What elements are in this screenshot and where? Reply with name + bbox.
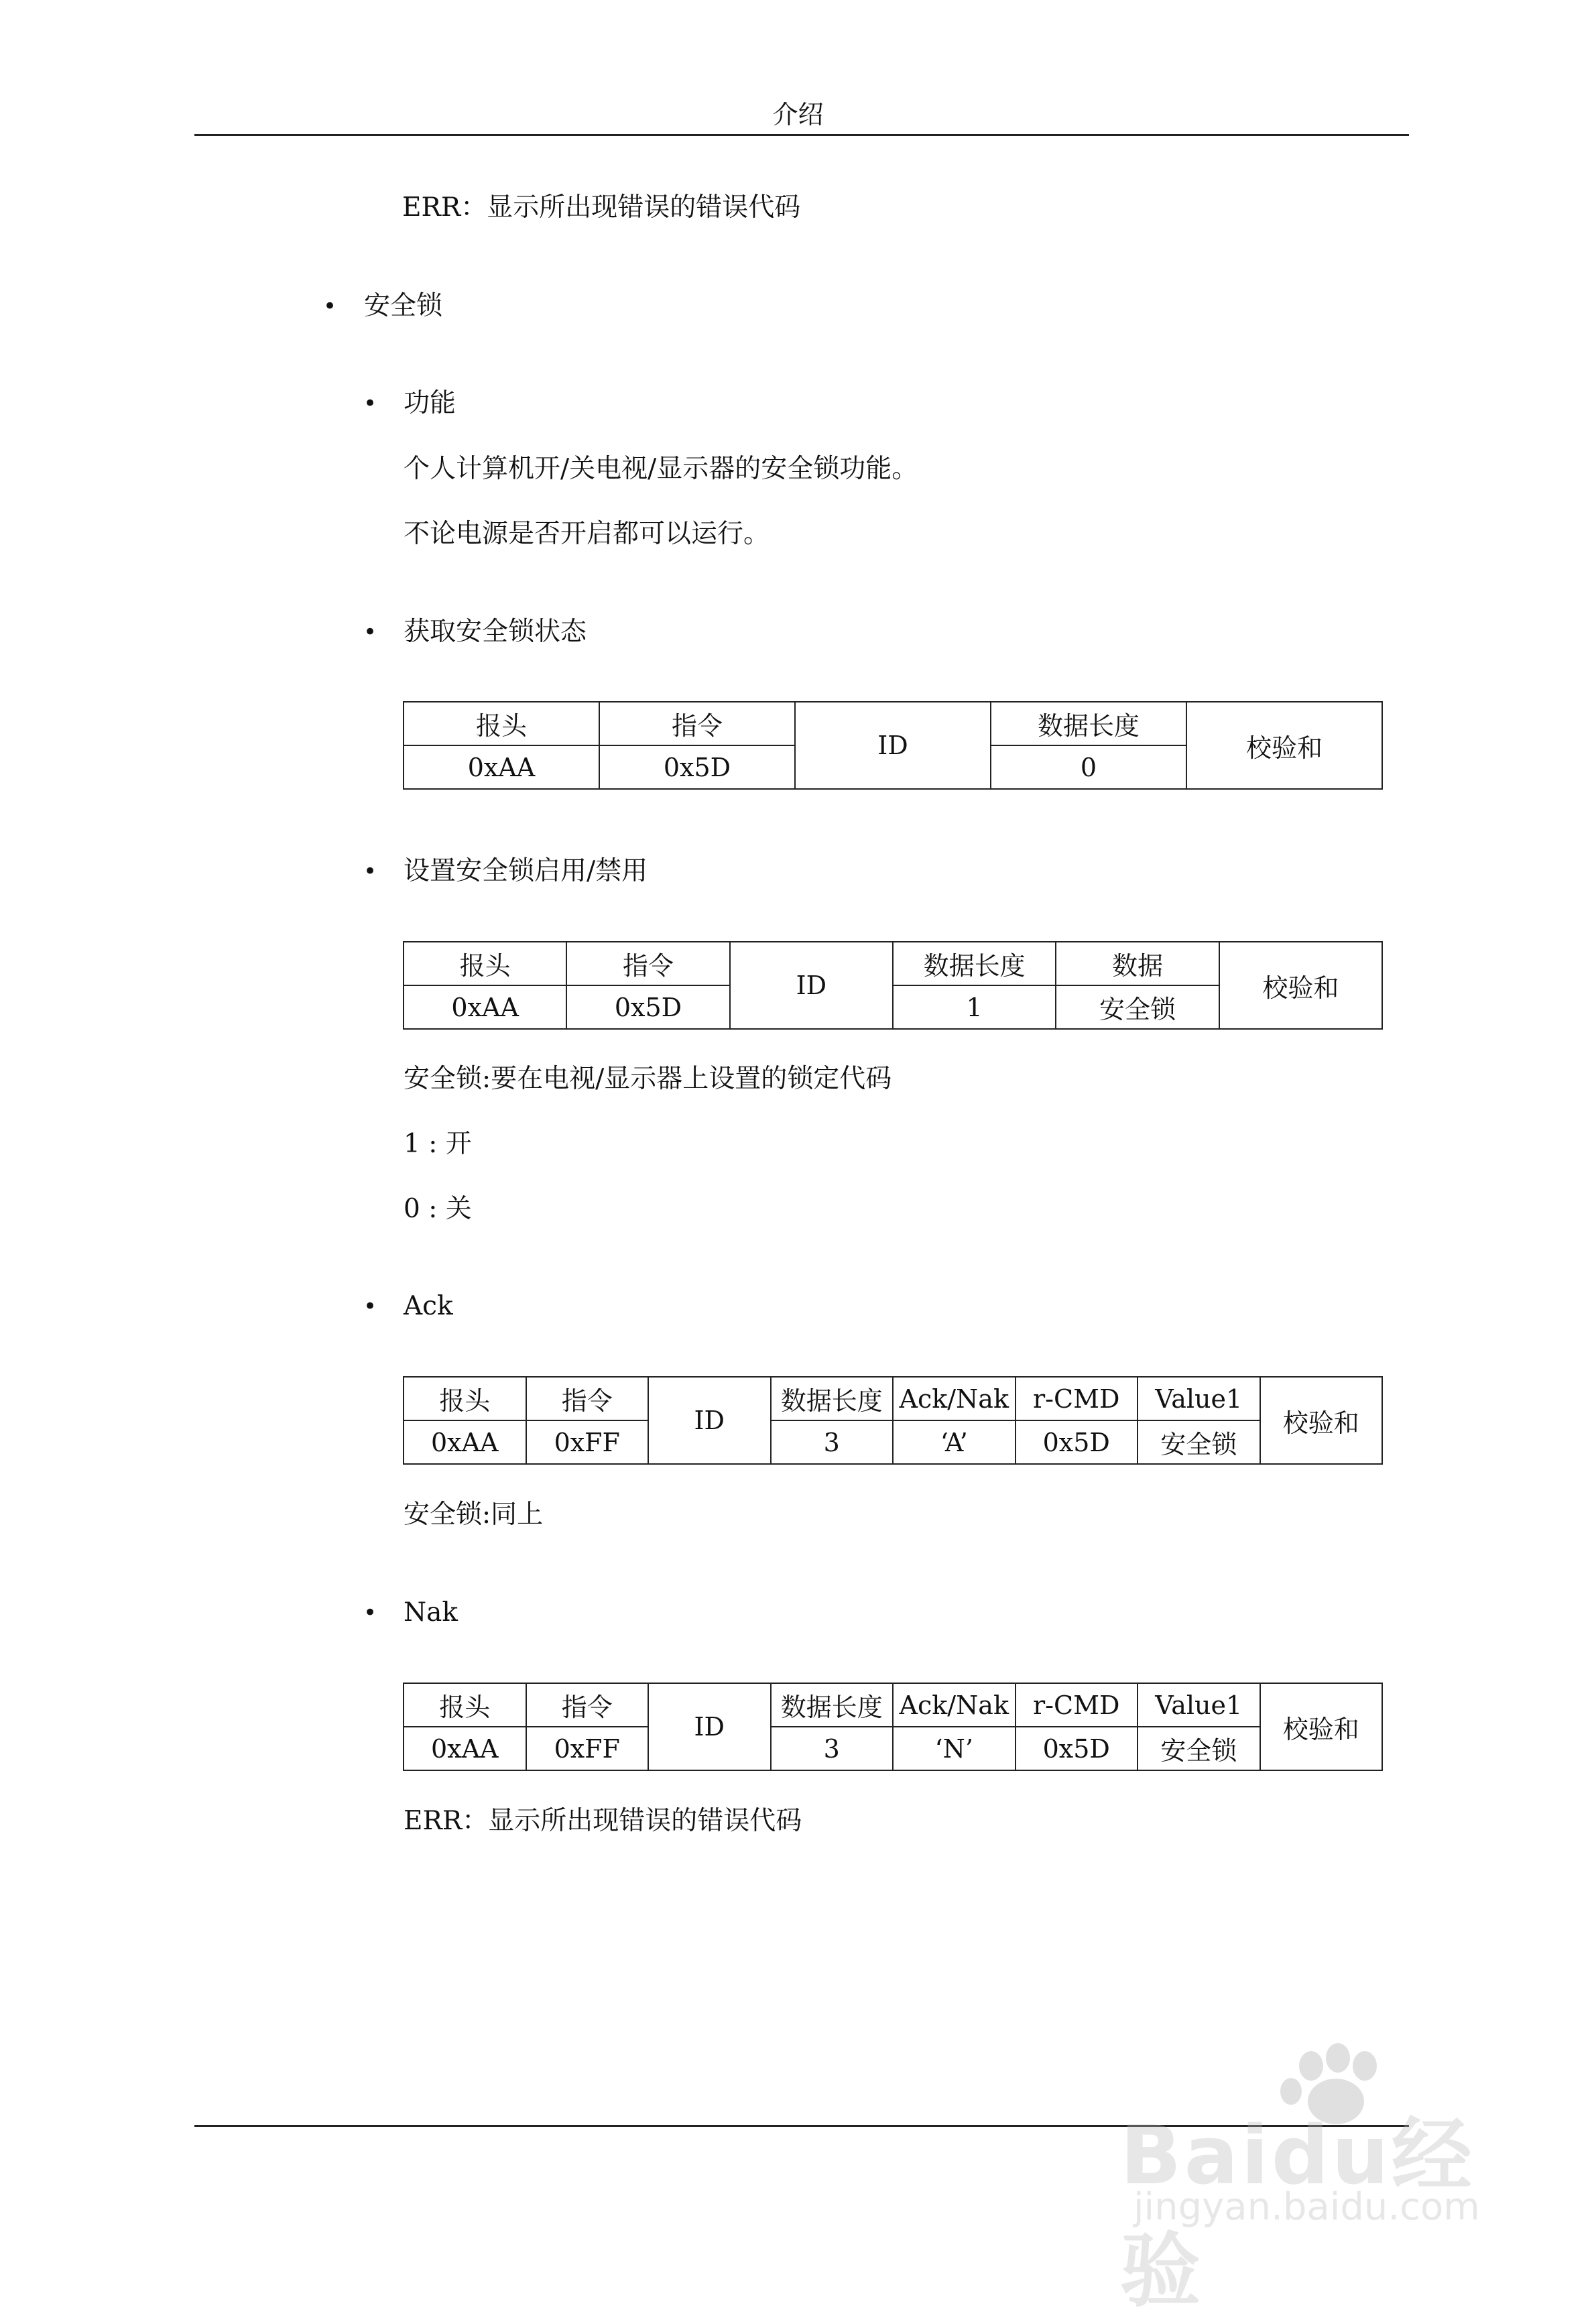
nak-note: ERR：显示所出现错误的错误代码: [404, 1806, 802, 1836]
table-header-cell: 数据: [1056, 942, 1219, 985]
bullet-dot: •: [363, 390, 377, 417]
table-header-cell: 报头: [404, 1683, 526, 1727]
set-note-3: 0 : 关: [404, 1194, 472, 1224]
ack-note: 安全锁:同上: [404, 1500, 544, 1530]
function-line-1: 个人计算机开/关电视/显示器的安全锁功能。: [404, 454, 918, 484]
watermark-brand: Baidu: [1120, 2110, 1392, 2203]
table-header-cell: 校验和: [1186, 702, 1382, 789]
table-header-cell: 报头: [404, 1377, 526, 1420]
table-value-cell: 安全锁: [1138, 1727, 1260, 1770]
set-note-1: 安全锁:要在电视/显示器上设置的锁定代码: [404, 1064, 892, 1094]
set-title: 设置安全锁启用/禁用: [404, 856, 648, 886]
table-header-cell: 数据长度: [991, 702, 1186, 745]
table-value-cell: 0x5D: [599, 745, 795, 789]
ack-title: Ack: [404, 1291, 453, 1321]
table-header-cell: 数据长度: [771, 1377, 894, 1420]
get-status-title: 获取安全锁状态: [404, 617, 587, 647]
table-value-cell: 0xAA: [404, 985, 566, 1029]
table-value-cell: 0xAA: [404, 745, 599, 789]
table-value-cell: 0x5D: [1016, 1420, 1138, 1464]
table-value-cell: 安全锁: [1056, 985, 1219, 1029]
table-value-cell: 3: [771, 1727, 894, 1770]
table-header-cell: ID: [648, 1683, 771, 1770]
table-header-cell: 指令: [526, 1377, 649, 1420]
header-rule: [194, 134, 1409, 136]
table-value-cell: 0xAA: [404, 1727, 526, 1770]
table-value-cell: 0xAA: [404, 1420, 526, 1464]
bullet-dot: •: [363, 1293, 377, 1320]
table-value-cell: ‘A’: [893, 1420, 1016, 1464]
table-value-cell: 3: [771, 1420, 894, 1464]
table-header-cell: Value1: [1138, 1377, 1260, 1420]
table-header-cell: 校验和: [1219, 942, 1382, 1029]
function-line-2: 不论电源是否开启都可以运行。: [404, 519, 770, 549]
table-header-cell: 数据长度: [893, 942, 1056, 985]
table-header-cell: 指令: [566, 942, 729, 985]
table-header-cell: 报头: [404, 702, 599, 745]
table-value-cell: 0xFF: [526, 1727, 649, 1770]
table-header-cell: Ack/Nak: [893, 1683, 1016, 1727]
table-header-cell: 数据长度: [771, 1683, 894, 1727]
table-header-cell: 指令: [526, 1683, 649, 1727]
baidu-watermark: [1120, 2038, 1495, 2318]
set-note-2: 1 : 开: [404, 1129, 472, 1159]
bullet-dot: •: [363, 1599, 377, 1626]
page-header-title: 介绍: [772, 100, 824, 129]
table-header-cell: ID: [648, 1377, 771, 1464]
table-value-cell: 0xFF: [526, 1420, 649, 1464]
watermark-url: jingyan.baidu.com: [1133, 2185, 1480, 2229]
table-header-cell: Value1: [1138, 1683, 1260, 1727]
bullet-dot: •: [363, 858, 377, 885]
bullet-dot: •: [363, 619, 377, 646]
table-header-cell: 报头: [404, 942, 566, 985]
nak-title: Nak: [404, 1597, 458, 1628]
table-header-cell: r-CMD: [1016, 1377, 1138, 1420]
ack-table: [403, 1376, 1383, 1465]
table-header-cell: ID: [730, 942, 893, 1029]
table-value-cell: 0x5D: [566, 985, 729, 1029]
bullet-dot: •: [323, 293, 337, 320]
get-status-table: [403, 701, 1383, 790]
table-header-cell: r-CMD: [1016, 1683, 1138, 1727]
set-table: [403, 941, 1383, 1030]
function-title: 功能: [404, 388, 456, 418]
section-title: 安全锁: [364, 291, 443, 321]
table-value-cell: 安全锁: [1138, 1420, 1260, 1464]
table-value-cell: 1: [893, 985, 1056, 1029]
table-value-cell: ‘N’: [893, 1727, 1016, 1770]
table-header-cell: 指令: [599, 702, 795, 745]
watermark-brand-cn: 经验: [1120, 2110, 1475, 2318]
nak-table: [403, 1683, 1383, 1771]
table-header-cell: 校验和: [1260, 1683, 1383, 1770]
table-value-cell: 0x5D: [1016, 1727, 1138, 1770]
table-header-cell: 校验和: [1260, 1377, 1383, 1464]
err-line-top: ERR：显示所出现错误的错误代码: [402, 192, 801, 223]
table-value-cell: 0: [991, 745, 1186, 789]
table-header-cell: Ack/Nak: [893, 1377, 1016, 1420]
table-header-cell: ID: [795, 702, 991, 789]
